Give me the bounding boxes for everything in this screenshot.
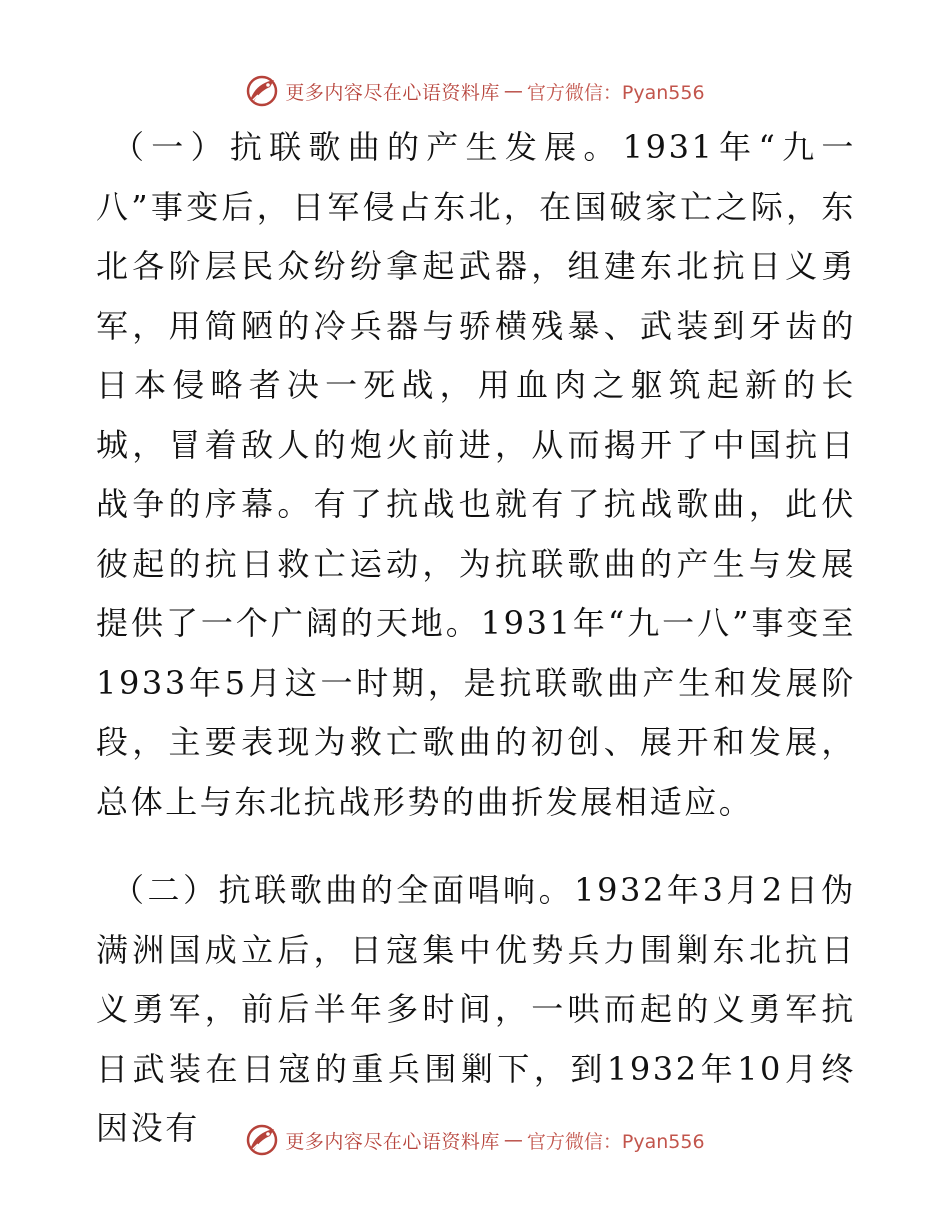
document-body: [96, 118, 856, 1159]
watermark-contact: 官方微信：Pyan556: [526, 81, 705, 104]
watermark-header: [0, 71, 950, 111]
pen-logo-icon: [245, 74, 279, 108]
watermark-footer: [0, 1120, 950, 1160]
watermark-separator: —: [503, 1129, 523, 1151]
watermark-contact: 官方微信：Pyan556: [526, 1130, 705, 1153]
watermark-text: 更多内容尽在心语资料库: [285, 81, 500, 104]
pen-logo-icon: [245, 1123, 279, 1157]
paragraph-1: （一）抗联歌曲的产生发展。1931年“九一八”事变后，日军侵占东北，在国破家亡之际，东北各阶层民众纷纷拿起武器，组建东北抗日义勇军，用简陋的冷兵器与骄横残暴、武装到牙齿的日本侵略者决一死战，用血肉之躯筑起新的长城，冒着敌人的炮火前进，从而揭开了中国抗日战争的序幕。有了抗战也就有了抗战歌曲，此伏彼起的抗日救亡运动，为抗联歌曲的产生与发展提供了一个广阔的天地。1931年“九一八”事变至1933年5月这一时期，是抗联歌曲产生和发展阶段，主要表现为救亡歌曲的初创、展开和发展，总体上与东北抗战形势的曲折发展相适应。: [96, 128, 856, 821]
watermark-text: 更多内容尽在心语资料库: [285, 1130, 500, 1153]
watermark-separator: —: [503, 80, 523, 102]
paragraph-2: （二）抗联歌曲的全面唱响。1932年3月2日伪满洲国成立后，日寇集中优势兵力围剿东北抗日义勇军，前后半年多时间，一哄而起的义勇军抗日武装在日寇的重兵围剿下，到1932年10月终因没有: [96, 871, 856, 1147]
